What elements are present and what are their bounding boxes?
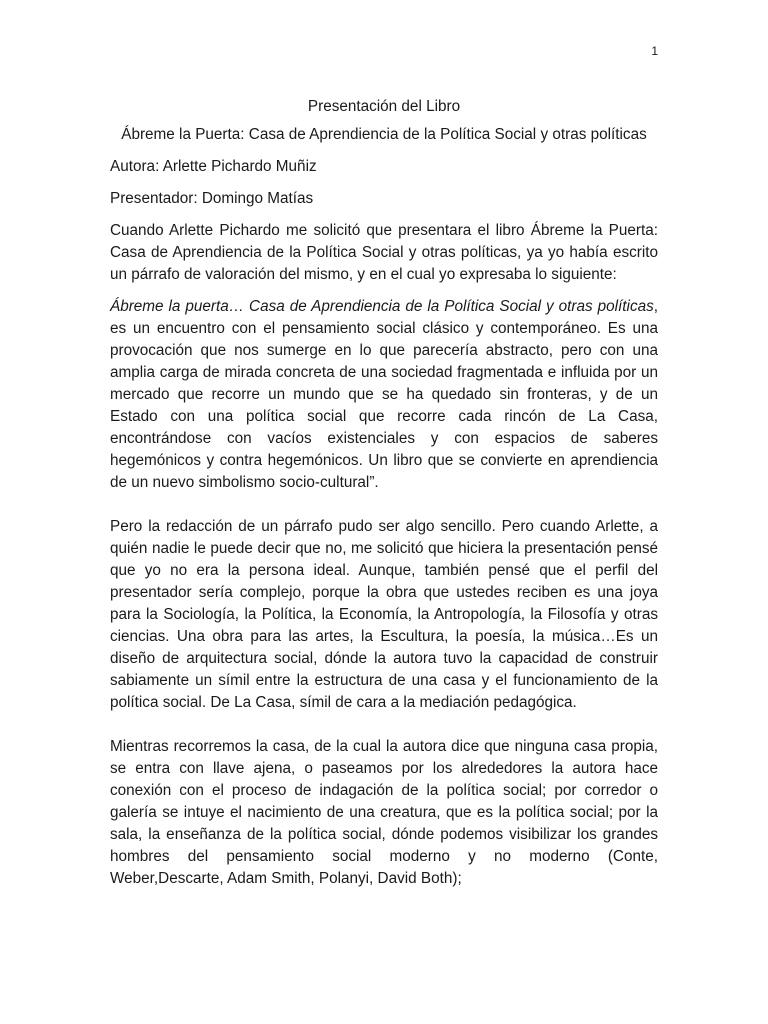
document-title: Presentación del Libro (307, 98, 461, 115)
third-paragraph: Mientras recorremos la casa, de la cual la autora dice que ninguna casa propia, se entra con llave ajena, o paseamos por los alrededores la autora hace conexión con el proceso de indagación de la política social; por corredor o galería se intuye el nacimiento de una creatura, que es la política social; por la sala, la enseñanza de la política social, dónde podemos visibilizar los grandes hombres del pensamiento social moderno y no moderno (Conte, Weber,Descarte, Adam Smith, Polanyi, David Both); (110, 738, 658, 887)
quote-body: , es un encuentro con el pensamiento social clásico y contemporáneo. Es una provocación que nos sumerge en lo que parecería abstracto, pero con una amplia carga de mirada concreta de una sociedad fragmentada e influida por un mercado que recorre un mundo que se ha quedado sin fronteras, y de un Estado con una política social que recorre cada rincón de La Casa, encontrándose con vacíos existenciales y con espacios de saberes hegemónicos y contra hegemónicos. Un libro que se convierte en aprendiencia de un nuevo simbolismo socio-cultural”. (110, 298, 658, 491)
quote-italic-title: Ábreme la puerta… Casa de Aprendiencia de la Política Social y otras políticas (110, 298, 654, 315)
presenter-line: Presentador: Domingo Matías (110, 190, 314, 207)
book-title: Ábreme la Puerta: Casa de Aprendiencia de la Política Social y otras políticas (121, 126, 647, 143)
intro-paragraph: Cuando Arlette Pichardo me solicitó que presentara el libro Ábreme la Puerta: Casa de Aprendiencia de la Política Social y otras políticas, ya yo había escrito un párrafo de valoración del mismo, y en el cual yo expresaba lo siguiente: (110, 222, 658, 283)
author-line: Autora: Arlette Pichardo Muñiz (110, 158, 317, 175)
document-body (110, 96, 658, 890)
quote-paragraph (110, 296, 658, 494)
second-paragraph: Pero la redacción de un párrafo pudo ser algo sencillo. Pero cuando Arlette, a quién nadie le puede decir que no, me solicitó que hiciera la presentación pensé que yo no era la persona ideal. Aunque, también pensé que el perfil del presentador sería complejo, porque la obra que ustedes reciben es una joya para la Sociología, la Política, la Economía, la Antropología, la Filosofía y otras ciencias. Una obra para las artes, la Escultura, la poesía, la música…Es un diseño de arquitectura social, dónde la autora tuvo la capacidad de construir sabiamente un símil entre la estructura de una casa y el funcionamiento de la política social. De La Casa, símil de cara a la mediación pedagógica. (110, 518, 658, 711)
page-number: 1 (651, 44, 658, 58)
